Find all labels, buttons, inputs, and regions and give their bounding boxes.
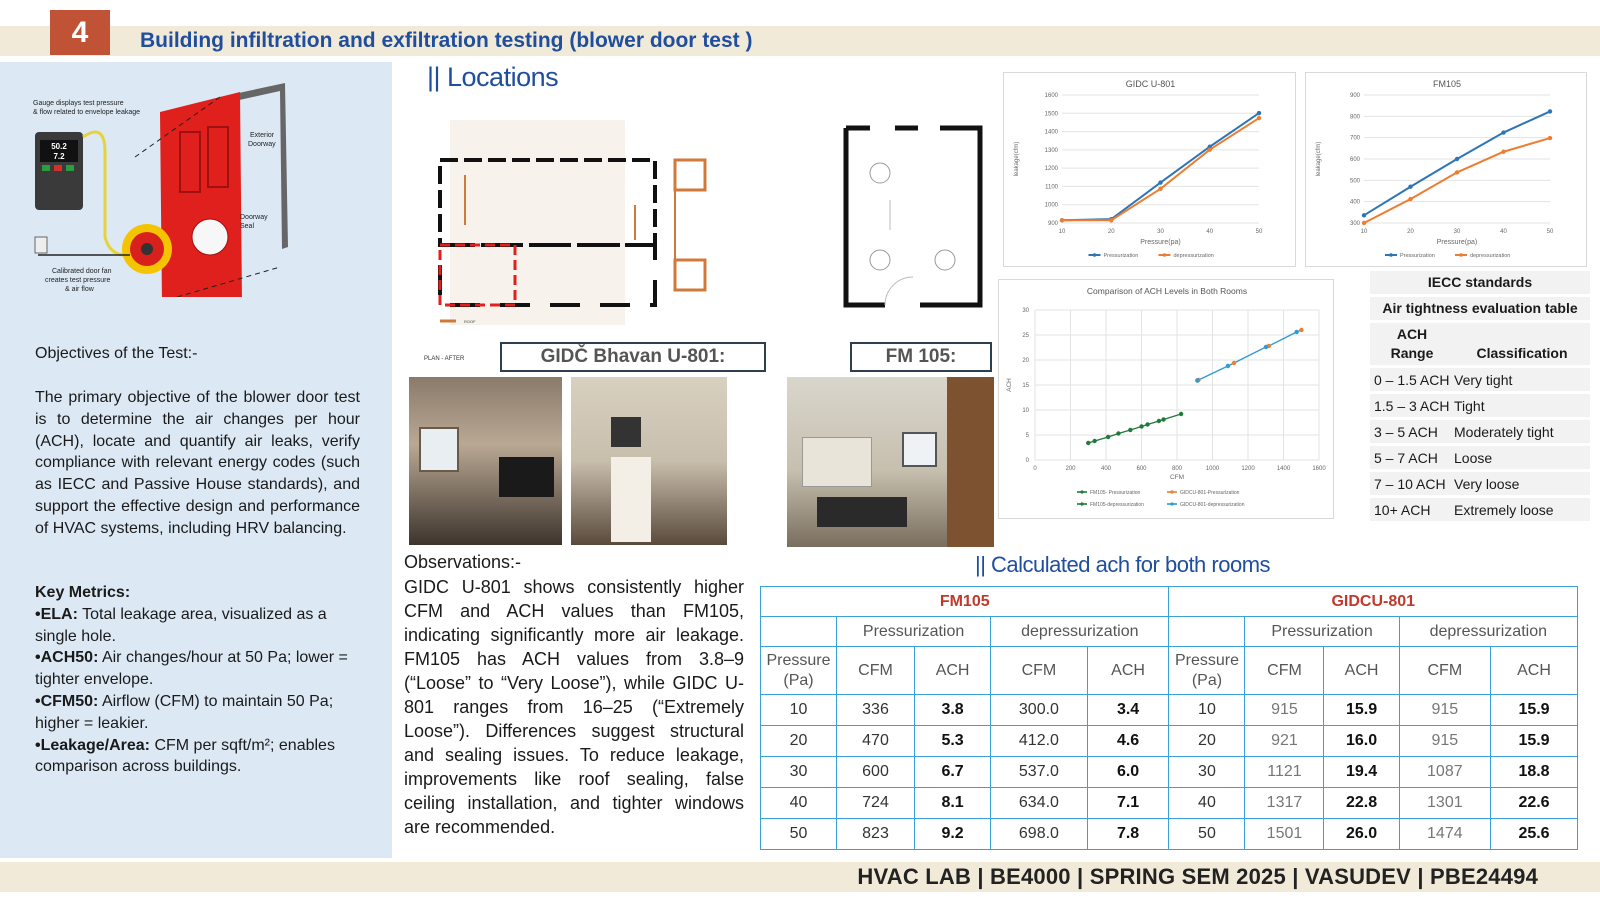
x-tick-label: 400 <box>1100 466 1112 472</box>
fan-label: Calibrated door fan creates test pressure & air flow <box>45 268 112 293</box>
legend-label: FM105-depressurization <box>1090 502 1144 508</box>
doorway-seal-label: Doorway Seal <box>240 214 268 230</box>
subhdr-press: Pressurization <box>1245 617 1399 647</box>
hdr-cfm: CFM <box>837 647 915 695</box>
data-point <box>1548 109 1552 113</box>
iecc-subtitle: Air tightness evaluation table <box>1370 297 1590 320</box>
y-tick-label: 1500 <box>1044 111 1058 118</box>
data-point <box>1158 187 1162 191</box>
metrics-title: Key Metrics: <box>35 584 131 601</box>
legend-marker <box>1093 253 1097 257</box>
group-fm105: FM105 <box>761 587 1169 617</box>
chart-title: FM105 <box>1432 79 1462 89</box>
legend-marker <box>1080 502 1083 505</box>
chart-title: GIDC U-801 <box>1125 79 1176 89</box>
photo-gidc-room-2 <box>571 377 727 545</box>
hdr-pressure: Pressure(Pa) <box>761 647 837 695</box>
y-tick-label: 400 <box>1349 199 1360 206</box>
data-point <box>1208 147 1212 151</box>
chart-fm105 <box>1305 72 1587 267</box>
data-point <box>1128 428 1132 432</box>
x-tick-label: 50 <box>1255 229 1263 235</box>
iecc-table <box>1370 271 1590 524</box>
y-tick-label: 300 <box>1349 221 1360 227</box>
series-line <box>1088 414 1181 443</box>
table-row: 30 600 6.7 537.0 6.0 30 1121 19.4 1087 18.8 <box>761 757 1578 788</box>
calc-ach-table <box>760 586 1578 850</box>
footer-text: HVAC LAB | BE4000 | SPRING SEM 2025 | VASUDEV | PBE24494 <box>857 864 1538 889</box>
metric-leakage-area: •Leakage/Area: CFM per sqft/m²; enables comparison across buildings. <box>35 736 335 776</box>
x-tick-label: 10 <box>1058 229 1066 235</box>
photo-gidc-room-1 <box>409 377 562 545</box>
chart-gidc-u801 <box>1003 72 1296 267</box>
legend-marker <box>1170 490 1173 493</box>
hdr-ach: ACH <box>1087 647 1169 695</box>
hdr-ach: ACH <box>1324 647 1399 695</box>
x-tick-label: 40 <box>1206 229 1214 235</box>
y-tick-label: 25 <box>1022 333 1029 339</box>
y-axis-label: leakage(cfm) <box>1316 141 1322 177</box>
data-point <box>1408 197 1412 201</box>
data-point <box>1157 419 1161 423</box>
data-point <box>1116 431 1120 435</box>
data-point <box>1161 417 1165 421</box>
data-point <box>1294 330 1298 334</box>
data-point <box>1232 361 1236 365</box>
x-tick-label: 800 <box>1171 466 1183 472</box>
y-tick-label: 1000 <box>1044 202 1058 209</box>
objectives-title: Objectives of the Test:- <box>35 345 198 362</box>
x-axis-label: CFM <box>1169 474 1185 481</box>
calc-title: || Calculated ach for both rooms <box>975 552 1271 577</box>
x-axis-label: Pressure(pa) <box>1140 239 1181 246</box>
y-tick-label: 500 <box>1349 178 1360 185</box>
page-title: Building infiltration and exfiltration testing (blower door test ) <box>140 29 753 52</box>
key-metrics <box>35 582 365 778</box>
hdr-cfm: CFM <box>1399 647 1490 695</box>
chart-fm105-svg <box>1306 73 1588 268</box>
legend-marker <box>1459 253 1463 257</box>
y-axis-label: leakage(cfm) <box>1014 141 1020 177</box>
y-tick-label: 700 <box>1349 135 1360 142</box>
subhdr-depress: depressurization <box>991 617 1169 647</box>
iecc-col-range: ACH Range <box>1390 326 1434 361</box>
photo-fm105-room <box>787 377 994 547</box>
legend-label: GIDCU-801-Pressurization <box>1180 490 1240 496</box>
x-tick-label: 0 <box>1033 466 1037 472</box>
subhdr-press: Pressurization <box>837 617 991 647</box>
data-point <box>1501 150 1505 154</box>
iecc-row: 0 – 1.5 ACH Very tight <box>1370 368 1590 391</box>
series-line <box>1062 113 1259 220</box>
iecc-title: IECC standards <box>1370 271 1590 294</box>
iecc-row: 3 – 5 ACH Moderately tight <box>1370 420 1590 443</box>
chart-ach-comparison <box>998 279 1334 519</box>
y-tick-label: 800 <box>1349 114 1360 121</box>
iecc-row: 7 – 10 ACH Very loose <box>1370 472 1590 495</box>
iecc-row: 10+ ACH Extremely loose <box>1370 498 1590 521</box>
x-tick-label: 30 <box>1157 229 1164 235</box>
iecc-row: 1.5 – 3 ACH Tight <box>1370 394 1590 417</box>
legend-marker <box>1389 253 1393 257</box>
iecc-header-row <box>1370 323 1590 365</box>
y-tick-label: 900 <box>1349 93 1360 99</box>
table-row: 10 336 3.8 300.0 3.4 10 915 15.9 915 15.9 <box>761 695 1578 726</box>
table-row: 40 724 8.1 634.0 7.1 40 1317 22.8 1301 22.6 <box>761 788 1578 819</box>
x-tick-label: 200 <box>1065 466 1076 472</box>
x-tick-label: 1000 <box>1205 466 1220 472</box>
observations-body: GIDC U-801 shows consistently higher CFM and ACH values than FM105, indicating significantly more air leakage. FM105 has ACH values from 3.8–9 (“Loose” to “Very Loose”), while GIDC U-801 ranges from 16–25 (“Extremely Loose”). Differences suggest structural and sealing issues. To reduce leakage, improvements like roof sealing, false ceiling installation, and tighter windows are recommended. <box>404 577 744 837</box>
hdr-cfm: CFM <box>1245 647 1324 695</box>
hdr-ach: ACH <box>915 647 991 695</box>
data-point <box>1179 412 1183 416</box>
chart-gidc-svg <box>1004 73 1297 268</box>
gauge-reading-2: 7.2 <box>53 152 65 161</box>
y-tick-label: 15 <box>1022 383 1029 389</box>
hdr-pressure: Pressure(Pa) <box>1169 647 1245 695</box>
iecc-col-class: Classification <box>1476 345 1568 361</box>
y-tick-label: 1100 <box>1045 184 1058 191</box>
metric-cfm50: •CFM50: Airflow (CFM) to maintain 50 Pa; higher = leakier. <box>35 692 334 732</box>
label-fm105: FM 105: <box>850 342 992 372</box>
data-point <box>1501 130 1505 134</box>
metric-ela: •ELA: Total leakage area, visualized as a single hole. <box>35 605 327 645</box>
data-point <box>1408 185 1412 189</box>
left-panel <box>0 62 392 858</box>
hdr-cfm: CFM <box>991 647 1088 695</box>
data-point <box>1455 170 1459 174</box>
locations-title: || Locations <box>427 62 559 92</box>
y-tick-label: 30 <box>1022 308 1029 314</box>
data-point <box>1264 345 1268 349</box>
y-axis-label: ACH <box>1006 378 1013 392</box>
data-point <box>1257 116 1261 120</box>
floor-plan-fm105 <box>840 120 1000 315</box>
metric-ach50: •ACH50: Air changes/hour at 50 Pa; lower = tighter envelope. <box>35 649 348 689</box>
data-point <box>1226 364 1230 368</box>
objectives-body: The primary objective of the blower door test is to determine the air changes per hour (ACH), locate and quantify air leaks, verify compliance with relevant energy codes (such as IECC and Passive House standards), and support the effective design and performance of HVAC systems, including HRV balancing. <box>35 389 360 537</box>
legend-label: Pressurization <box>1400 253 1435 259</box>
y-tick-label: 600 <box>1349 157 1360 163</box>
data-point <box>1060 218 1064 222</box>
exterior-doorway-label: Exterior Doorway <box>248 132 276 148</box>
data-point <box>1257 111 1261 115</box>
x-tick-label: 40 <box>1500 229 1507 235</box>
legend-marker <box>1163 253 1167 257</box>
x-tick-label: 10 <box>1360 229 1368 235</box>
chart-ach-svg <box>999 280 1335 520</box>
data-point <box>1455 157 1459 161</box>
table-row: 50 823 9.2 698.0 7.8 50 1501 26.0 1474 25.6 <box>761 819 1578 850</box>
observations-title: Observations:- <box>404 552 522 572</box>
gauge-label: Gauge displays test pressure & flow related to envelope leakage <box>33 100 141 116</box>
x-tick-label: 600 <box>1136 466 1147 472</box>
x-tick-label: 50 <box>1546 229 1554 235</box>
x-tick-label: 1400 <box>1276 466 1291 472</box>
legend-marker <box>1080 490 1083 493</box>
legend-marker <box>1170 502 1173 505</box>
floor-plan-gidc <box>420 115 760 335</box>
x-axis-label: Pressure(pa) <box>1436 239 1478 246</box>
data-point <box>1092 439 1096 443</box>
y-tick-label: 1400 <box>1044 129 1058 136</box>
iecc-row: 5 – 7 ACH Loose <box>1370 446 1590 469</box>
series-line <box>1197 330 1301 381</box>
label-gidc: GIDČ Bhavan U-801: <box>500 342 766 372</box>
legend-label: GIDCU-801-depressurization <box>1180 502 1245 508</box>
x-tick-label: 1200 <box>1241 466 1255 472</box>
legend-label: depressurization <box>1173 253 1214 259</box>
y-tick-label: 20 <box>1022 358 1029 364</box>
table-row: 20 470 5.3 412.0 4.6 20 921 16.0 915 15.9 <box>761 726 1578 757</box>
y-tick-label: 1200 <box>1044 166 1058 173</box>
data-point <box>1109 218 1113 222</box>
x-tick-label: 1600 <box>1312 466 1326 472</box>
data-point <box>1299 328 1303 332</box>
legend-label: Pressurization <box>1103 253 1139 259</box>
data-point <box>1139 424 1143 428</box>
legend-label: FM105- Pressurization <box>1090 490 1141 496</box>
plan-legend: PLAN - AFTER <box>424 356 465 362</box>
data-point <box>1362 221 1366 225</box>
data-point <box>1195 378 1199 382</box>
x-tick-label: 20 <box>1407 229 1414 235</box>
blower-door-diagram <box>30 77 310 297</box>
hdr-ach: ACH <box>1491 647 1578 695</box>
red-door-panel <box>160 92 242 297</box>
data-point <box>1086 441 1090 445</box>
data-point <box>1106 435 1110 439</box>
chart-title: Comparison of ACH Levels in Both Rooms <box>1086 286 1248 296</box>
x-tick-label: 20 <box>1107 229 1115 235</box>
series-line <box>1364 111 1550 215</box>
svg-text:ROOF: ROOF <box>464 319 476 324</box>
subhdr-depress: depressurization <box>1399 617 1577 647</box>
group-gidcu801: GIDCU-801 <box>1169 587 1578 617</box>
data-point <box>1145 422 1149 426</box>
data-point <box>1548 136 1552 140</box>
legend-label: depressurization <box>1470 253 1511 259</box>
data-point <box>1362 213 1366 217</box>
gauge-reading-1: 50.2 <box>51 142 67 151</box>
y-tick-label: 1600 <box>1044 93 1058 99</box>
data-point <box>1158 180 1162 184</box>
y-tick-label: 10 <box>1022 408 1029 414</box>
y-tick-label: 900 <box>1047 221 1058 227</box>
y-tick-label: 5 <box>1025 433 1029 439</box>
x-tick-label: 30 <box>1453 229 1461 235</box>
section-number: 4 <box>50 10 110 55</box>
y-tick-label: 1300 <box>1044 147 1058 154</box>
y-tick-label: 0 <box>1025 458 1029 464</box>
